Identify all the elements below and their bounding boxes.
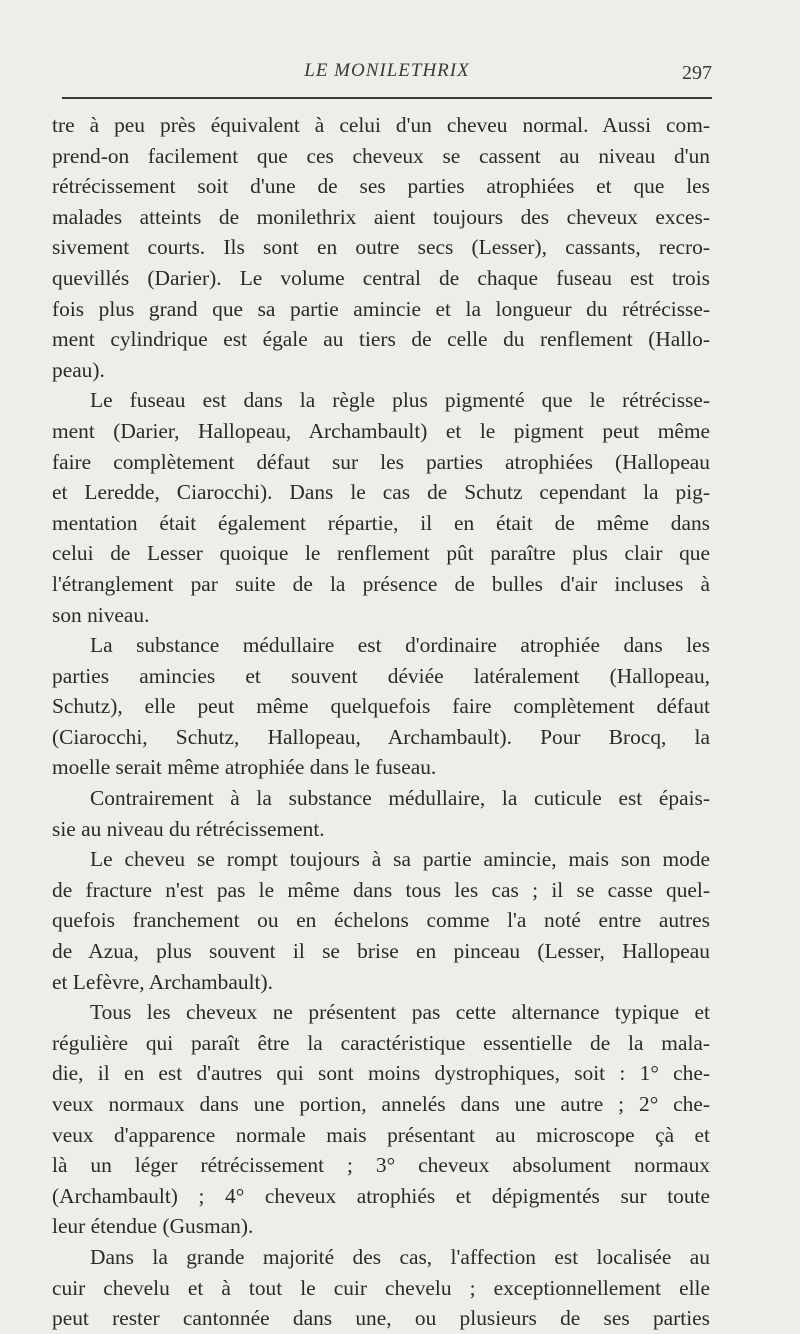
paragraph bbox=[52, 997, 710, 1242]
text-line: moelle serait même atrophiée dans le fuseau. bbox=[52, 755, 437, 780]
text-line: prend-on facilement que ces cheveux se cassent au niveau d'un bbox=[52, 143, 710, 168]
text-line: et Lefèvre, Archambault). bbox=[52, 969, 273, 994]
text-line: l'étranglement par suite de la présence de bulles d'air incluses à bbox=[52, 571, 710, 596]
text-line: Le fuseau est dans la règle plus pigmenté que le rétrécisse- bbox=[90, 388, 710, 413]
text-line: veux d'apparence normale mais présentant au microscope çà et bbox=[52, 1122, 710, 1147]
text-line: peau). bbox=[52, 357, 105, 382]
paragraph bbox=[52, 110, 710, 385]
text-line: (Archambault) ; 4° cheveux atrophiés et dépigmentés sur toute bbox=[52, 1183, 710, 1208]
text-line: et Leredde, Ciarocchi). Dans le cas de Schutz cependant la pig- bbox=[52, 480, 710, 505]
text-line: die, il en est d'autres qui sont moins dystrophiques, soit : 1° che- bbox=[52, 1061, 710, 1086]
text-line: leur étendue (Gusman). bbox=[52, 1214, 254, 1239]
text-line: cuir chevelu et à tout le cuir chevelu ; exceptionnellement elle bbox=[52, 1275, 710, 1300]
text-line: rétrécissement soit d'une de ses parties atrophiées et que les bbox=[52, 174, 710, 199]
text-line: quevillés (Darier). Le volume central de chaque fuseau est trois bbox=[52, 265, 710, 290]
paragraph bbox=[52, 630, 710, 783]
text-line: (Ciarocchi, Schutz, Hallopeau, Archambault). Pour Brocq, la bbox=[52, 724, 710, 749]
body-text bbox=[52, 110, 710, 1334]
text-line: tre à peu près équivalent à celui d'un cheveu normal. Aussi com- bbox=[52, 113, 710, 137]
header-rule bbox=[62, 97, 712, 99]
text-line: Dans la grande majorité des cas, l'affection est localisée au bbox=[90, 1244, 710, 1269]
text-line: régulière qui paraît être la caractéristique essentielle de la mala- bbox=[52, 1030, 710, 1055]
paragraph bbox=[52, 844, 710, 997]
text-line: sivement courts. Ils sont en outre secs (Lesser), cassants, recro- bbox=[52, 235, 710, 260]
paragraph bbox=[52, 783, 710, 844]
running-header bbox=[62, 58, 712, 88]
text-line: de Azua, plus souvent il se brise en pinceau (Lesser, Hallopeau bbox=[52, 939, 710, 964]
text-line: Contrairement à la substance médullaire, la cuticule est épais- bbox=[90, 786, 710, 811]
page-number: 297 bbox=[682, 62, 712, 84]
text-line: quefois franchement ou en échelons comme l'a noté entre autres bbox=[52, 908, 710, 933]
text-line: mentation était également répartie, il en était de même dans bbox=[52, 510, 710, 535]
text-line: Le cheveu se rompt toujours à sa partie amincie, mais son mode bbox=[90, 847, 710, 872]
text-line: Schutz), elle peut même quelquefois faire complètement défaut bbox=[52, 694, 710, 719]
text-line: fois plus grand que sa partie amincie et la longueur du rétrécisse- bbox=[52, 296, 710, 321]
text-line: La substance médullaire est d'ordinaire atrophiée dans les bbox=[90, 633, 710, 658]
text-line: parties amincies et souvent déviée latéralement (Hallopeau, bbox=[52, 663, 710, 688]
text-line: son niveau. bbox=[52, 602, 150, 627]
text-line: là un léger rétrécissement ; 3° cheveux absolument normaux bbox=[52, 1153, 710, 1178]
text-line: peut rester cantonnée dans une, ou plusieurs de ses parties bbox=[52, 1306, 710, 1331]
text-line: Tous les cheveux ne présentent pas cette alternance typique et bbox=[90, 1000, 710, 1025]
text-line: sie au niveau du rétrécissement. bbox=[52, 816, 325, 841]
text-line: veux normaux dans une portion, annelés dans une autre ; 2° che- bbox=[52, 1092, 710, 1116]
paragraph bbox=[52, 385, 710, 630]
text-line: ment cylindrique est égale au tiers de celle du renflement (Hallo- bbox=[52, 327, 710, 352]
text-line: faire complètement défaut sur les parties atrophiées (Hallopeau bbox=[52, 449, 710, 474]
paragraph bbox=[52, 1242, 710, 1334]
text-line: de fracture n'est pas le même dans tous les cas ; il se casse quel- bbox=[52, 877, 710, 902]
text-line: ment (Darier, Hallopeau, Archambault) et le pigment peut même bbox=[52, 418, 710, 443]
text-line: celui de Lesser quoique le renflement pût paraître plus clair que bbox=[52, 541, 710, 566]
text-line: malades atteints de monilethrix aient toujours des cheveux exces- bbox=[52, 204, 710, 229]
running-title: LE MONILETHRIX bbox=[304, 60, 470, 81]
